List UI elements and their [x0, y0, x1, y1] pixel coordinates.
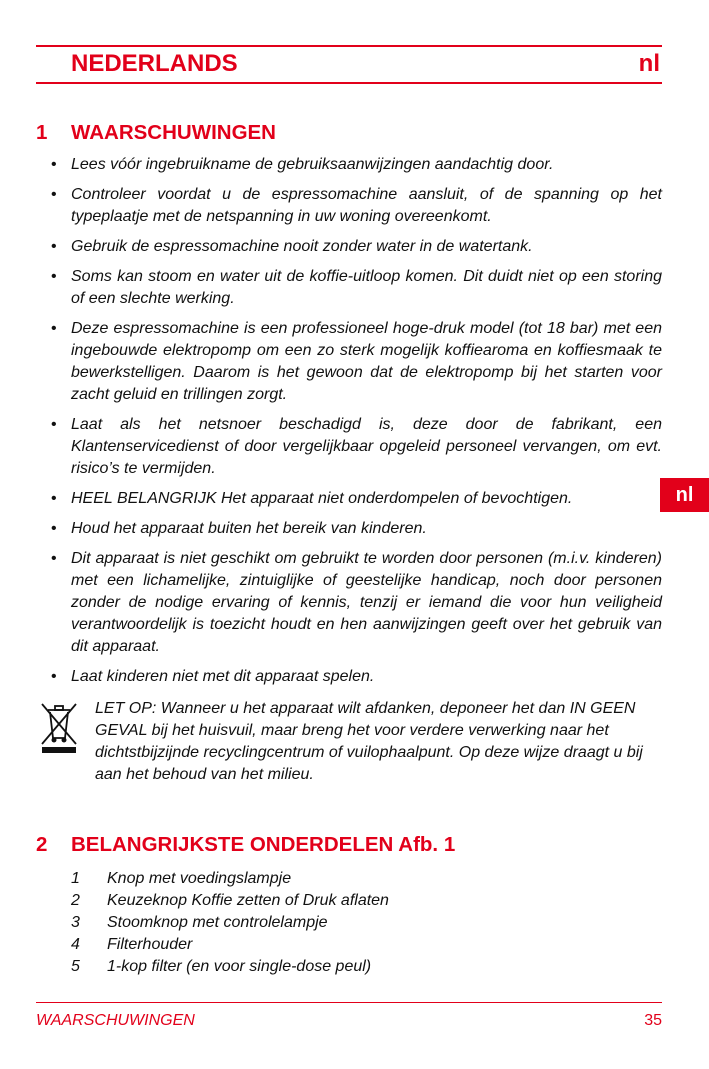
- parts-list: [71, 868, 389, 978]
- warning-item: • Gebruik de espressomachine nooit zonder water in de watertank.: [36, 236, 662, 258]
- warning-item: • HEEL BELANGRIJK Het apparaat niet onderdompelen of bevochtigen.: [36, 488, 662, 510]
- part-number: 3: [71, 914, 80, 931]
- page-number: 35: [644, 1012, 662, 1029]
- list-item: [71, 956, 389, 978]
- footer-section-name: WAARSCHUWINGEN: [36, 1012, 195, 1029]
- section-1-title: WAARSCHUWINGEN: [71, 121, 276, 144]
- part-label: 1-kop filter (en voor single-dose peul): [107, 958, 372, 975]
- header-language-code: nl: [638, 50, 660, 77]
- warning-item: • Deze espressomachine is een professioneel hoge-druk model (tot 18 bar) met een ingebouwde elektropomp om een zo sterk mogelijk koffiearoma en koffiesmaak te bewerkstelligen. Daarom is het gewoon dat de elektropomp bij het starten voor zacht geluid en trillingen zorgt.: [36, 318, 662, 406]
- part-label: Knop met voedingslampje: [107, 870, 292, 887]
- warning-item: • Houd het apparaat buiten het bereik van kinderen.: [36, 518, 662, 540]
- part-label: Filterhouder: [107, 936, 193, 953]
- warning-item: • Soms kan stoom en water uit de koffie-uitloop komen. Dit duidt niet op een storing of een slechte werking.: [36, 266, 662, 310]
- warning-item: • Laat kinderen niet met dit apparaat spelen.: [36, 666, 662, 688]
- section-2-heading: [36, 833, 455, 857]
- part-label: Stoomknop met controlelampje: [107, 914, 328, 931]
- weee-crossed-bin-icon: [38, 700, 80, 756]
- warning-item: • Laat als het netsnoer beschadigd is, deze door de fabrikant, een Klantenservicedienst of door vergelijkbaar opgeleid personeel vervangen, om evt. risico’s te vermijden.: [36, 414, 662, 480]
- warning-item: • Lees vóór ingebruikname de gebruiksaanwijzingen aandachtig door.: [36, 154, 662, 176]
- warning-item: • Dit apparaat is niet geschikt om gebruikt te worden door personen (m.i.v. kinderen) met een lichamelijke, zintuiglijke of geestelijke handicap, noch door personen zonder de nodige ervaring of kennis, tenzij er iemand die voor hun veiligheid verantwoordelijk is toezicht houdt en hen aanwijzingen geeft over het gebruik van dit apparaat.: [36, 548, 662, 658]
- warnings-list: [36, 154, 662, 696]
- section-2-title: BELANGRIJKSTE ONDERDELEN Afb. 1: [71, 833, 456, 856]
- language-side-tab: nl: [660, 478, 709, 512]
- part-number: 5: [71, 958, 80, 975]
- header-language: NEDERLANDS: [71, 50, 238, 77]
- disposal-note: LET OP: Wanneer u het apparaat wilt afdanken, deponeer het dan IN GEEN GEVAL bij het huisvuil, maar breng het voor verdere verwerking naar het dichtstbijzijnde recyclingcentrum of vuilophaalpunt. Op deze wijze draagt u bij aan het behoud van het milieu.: [95, 700, 643, 783]
- section-1-heading: [36, 121, 276, 145]
- section-2-number: 2: [36, 833, 48, 856]
- list-item: [71, 912, 389, 934]
- list-item: [71, 890, 389, 912]
- header-top-rule: [36, 45, 662, 47]
- part-label: Keuzeknop Koffie zetten of Druk aflaten: [107, 892, 389, 909]
- list-item: [71, 868, 389, 890]
- warning-item: • Controleer voordat u de espressomachine aansluit, of de spanning op het typeplaatje met de netspanning in uw woning overeenkomt.: [36, 184, 662, 228]
- header-bottom-rule: [36, 82, 662, 84]
- part-number: 1: [71, 870, 80, 887]
- footer-rule: [36, 1002, 662, 1003]
- list-item: [71, 934, 389, 956]
- part-number: 4: [71, 936, 80, 953]
- section-1-number: 1: [36, 121, 48, 144]
- part-number: 2: [71, 892, 80, 909]
